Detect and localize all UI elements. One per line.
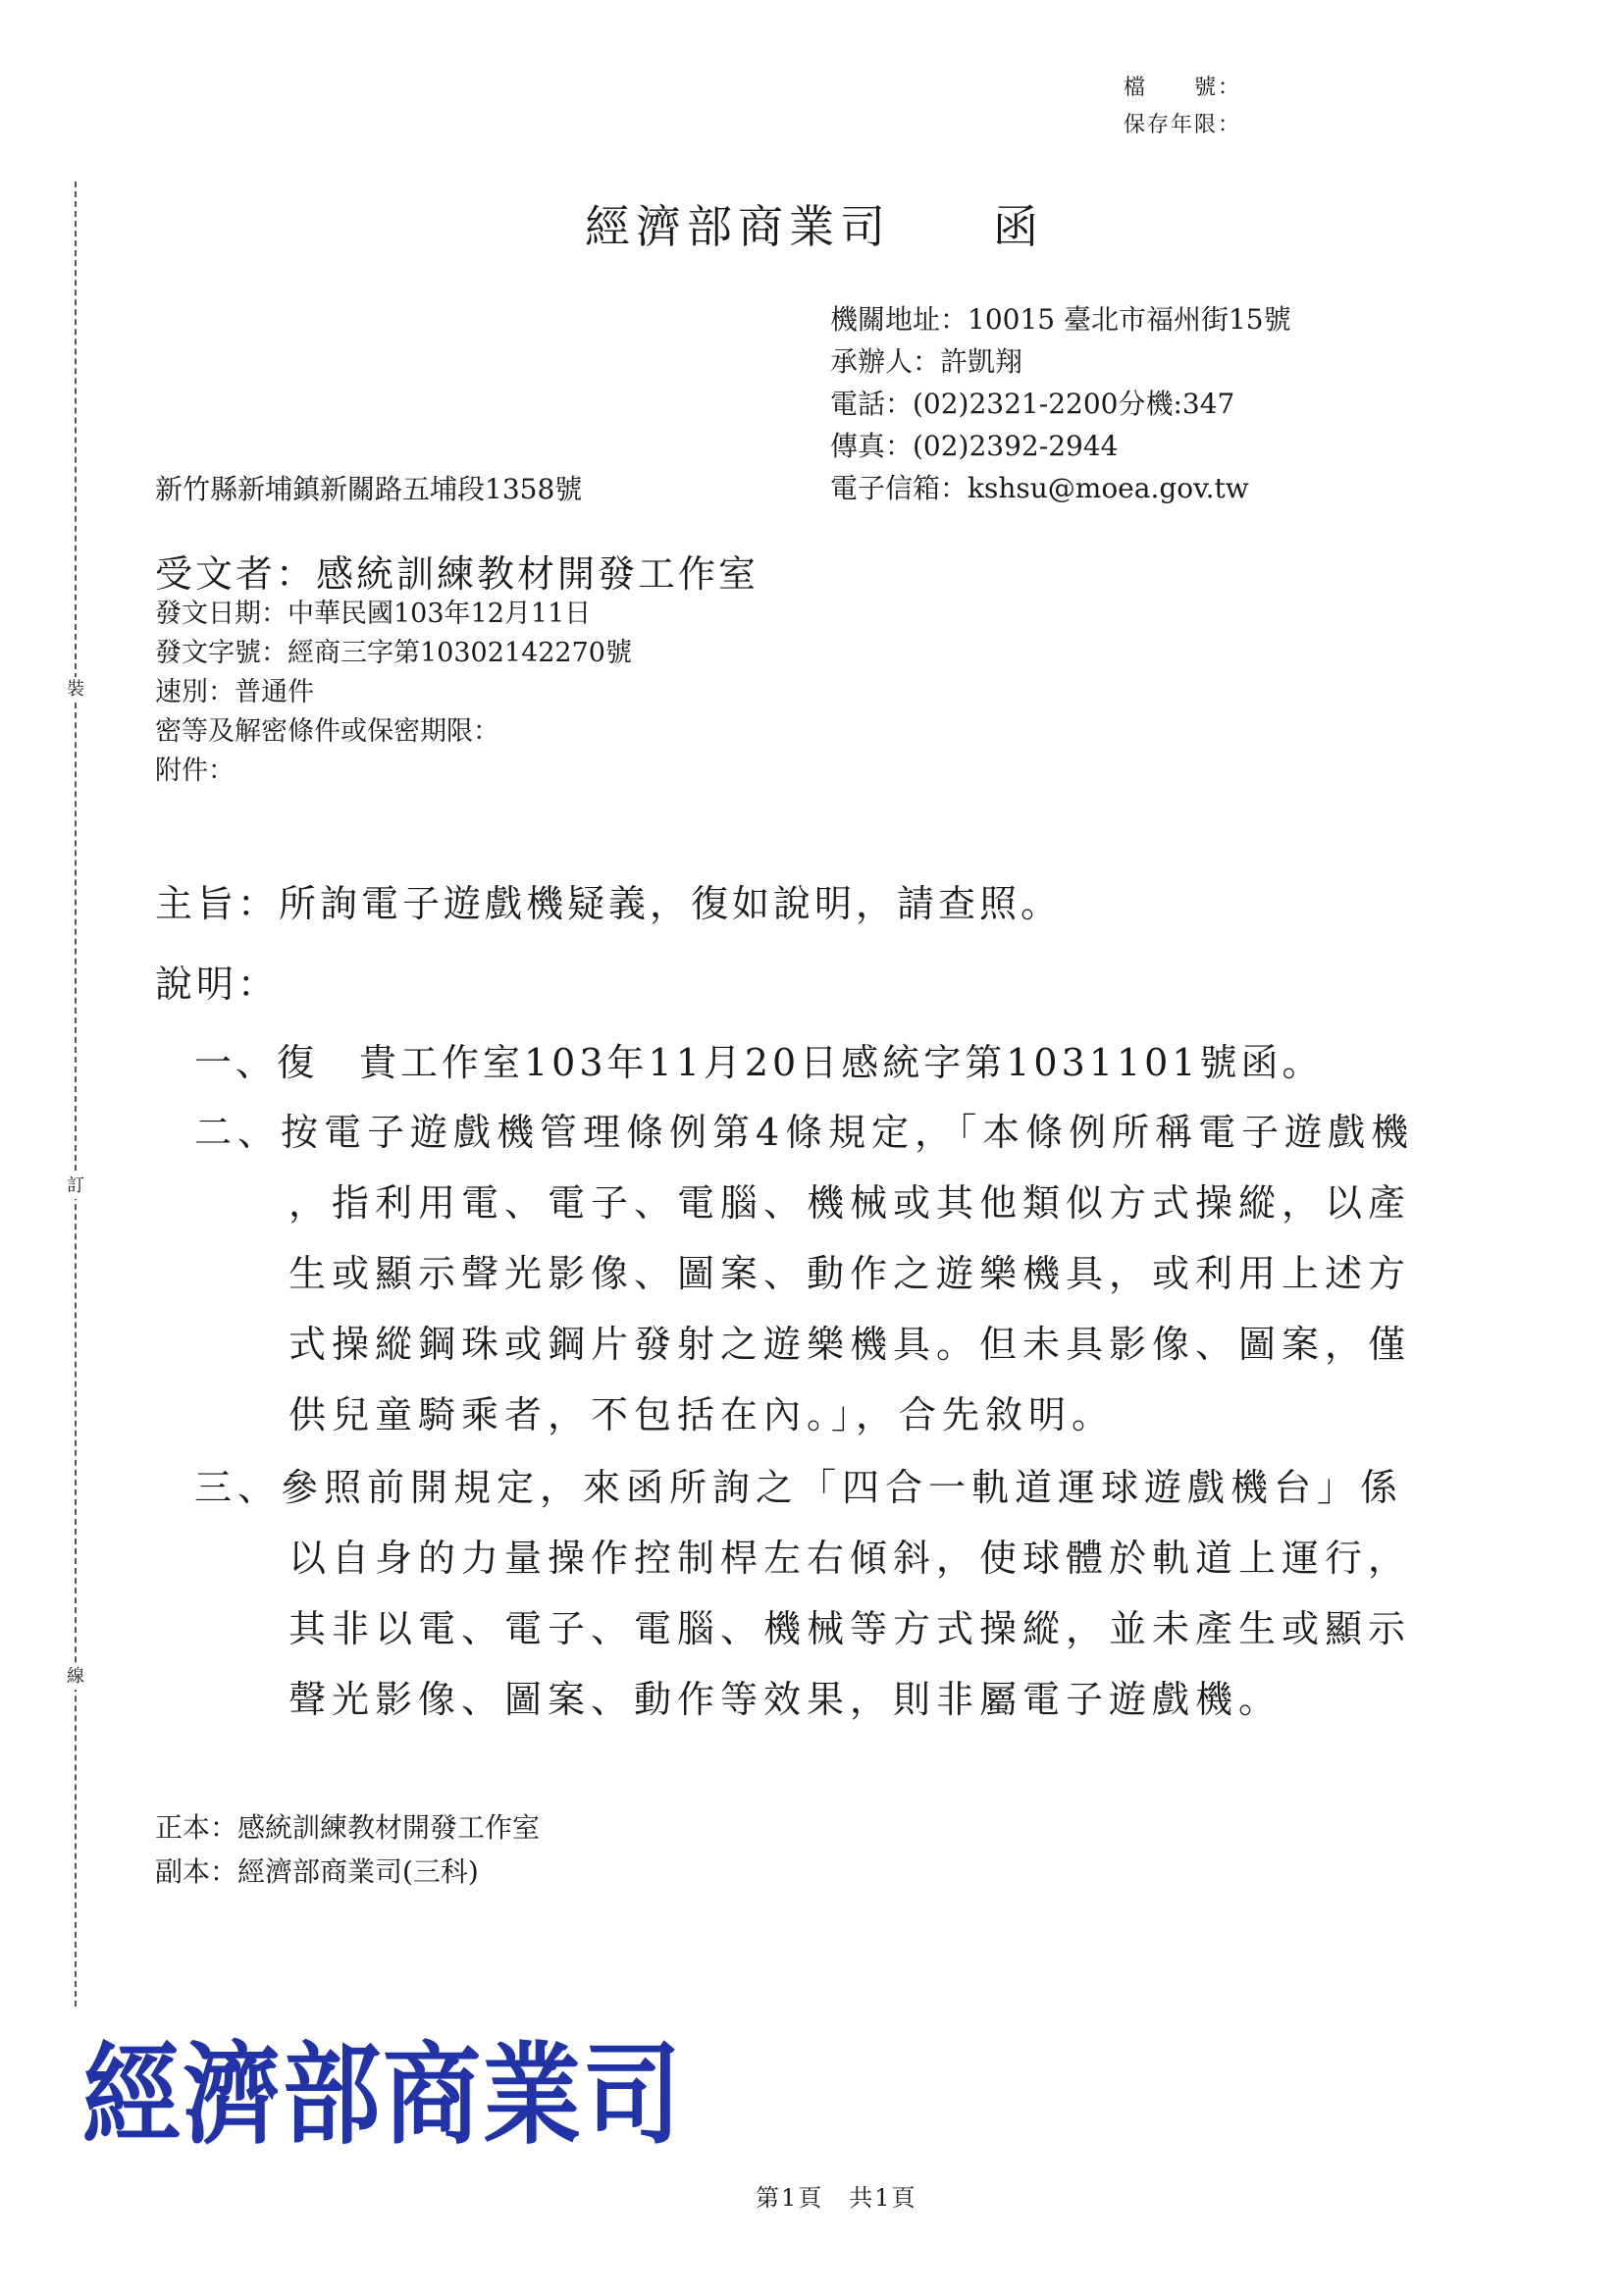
handler-name: 承辦人：許凱翔 — [830, 345, 1023, 378]
item-3-line-2: 以自身的力量操作控制桿左右傾斜，使球體於軌道上運行， — [288, 1537, 1412, 1580]
original-recipient: 正本：感統訓練教材開發工作室 — [155, 1811, 541, 1844]
copies-block — [155, 1805, 540, 1894]
recipient-address: 新竹縣新埔鎮新關路五埔段1358號 — [155, 473, 583, 505]
binding-char-middle: 訂 — [63, 1174, 88, 1199]
issue-date: 發文日期：中華民國103年12月11日 — [155, 599, 592, 629]
explanation-item-1: 一、復 貴工作室103年11月20日感統字第1031101號函。 — [194, 1041, 1324, 1084]
page-number: 第1頁 共1頁 — [756, 2184, 917, 2212]
document-number: 發文字號：經商三字第10302142270號 — [155, 638, 632, 668]
binding-dashed-line — [75, 182, 77, 2007]
agency-stamp: 經濟部商業司 — [82, 2029, 683, 2160]
binding-char-top: 裝 — [63, 677, 88, 703]
email-address: 電子信箱：kshsu@moea.gov.tw — [830, 472, 1249, 504]
file-number-label: 檔 號： — [1124, 76, 1242, 100]
phone-number: 電話：(02)2321-2200分機:347 — [830, 388, 1235, 420]
explanation-label: 說明： — [155, 963, 280, 1006]
attachment: 附件： — [155, 756, 235, 786]
item-2-line-1: 二、按電子遊戲機管理條例第4條規定，「本條例所稱電子遊戲機 — [194, 1111, 1415, 1154]
item-2-line-4: 式操縱鋼珠或鋼片發射之遊樂機具。但未具影像、圖案，僅 — [288, 1323, 1412, 1366]
item-2-line-3: 生或顯示聲光影像、圖案、動作之遊樂機具，或利用上述方 — [288, 1252, 1412, 1295]
agency-address: 機關地址：10015 臺北市福州街15號 — [830, 303, 1291, 336]
subject: 主旨：所詢電子遊戲機疑義，復如說明，請查照。 — [155, 882, 1063, 925]
item-3-line-3: 其非以電、電子、電腦、機械等方式操縱，並未產生或顯示 — [288, 1607, 1412, 1650]
explanation-item-3 — [194, 1452, 1411, 1735]
item-2-line-5: 供兒童騎乘者，不包括在內。」，合先敘明。 — [288, 1393, 1116, 1436]
receiver: 受文者：感統訓練教材開發工作室 — [155, 552, 759, 596]
document-title: 經濟部商業司 函 — [585, 200, 1044, 253]
meta-block — [155, 595, 632, 791]
copy-recipient: 副本：經濟部商業司(三科) — [155, 1855, 479, 1888]
binding-char-bottom: 線 — [63, 1664, 88, 1690]
explanation-item-2 — [194, 1097, 1414, 1450]
delivery-speed: 速別：普通件 — [155, 677, 314, 707]
contact-block — [830, 298, 1291, 509]
retention-label: 保存年限： — [1124, 113, 1242, 137]
fax-number: 傳真：(02)2392-2944 — [830, 430, 1119, 462]
item-2-line-2: ，指利用電、電子、電腦、機械或其他類似方式操縱，以產 — [288, 1181, 1412, 1225]
item-3-line-4: 聲光影像、圖案、動作等效果，則非屬電子遊戲機。 — [288, 1678, 1283, 1721]
item-3-line-1: 三、參照前開規定，來函所詢之「四合一軌道運球遊戲機台」係 — [194, 1466, 1404, 1509]
secrecy-level: 密等及解密條件或保密期限： — [155, 716, 499, 747]
